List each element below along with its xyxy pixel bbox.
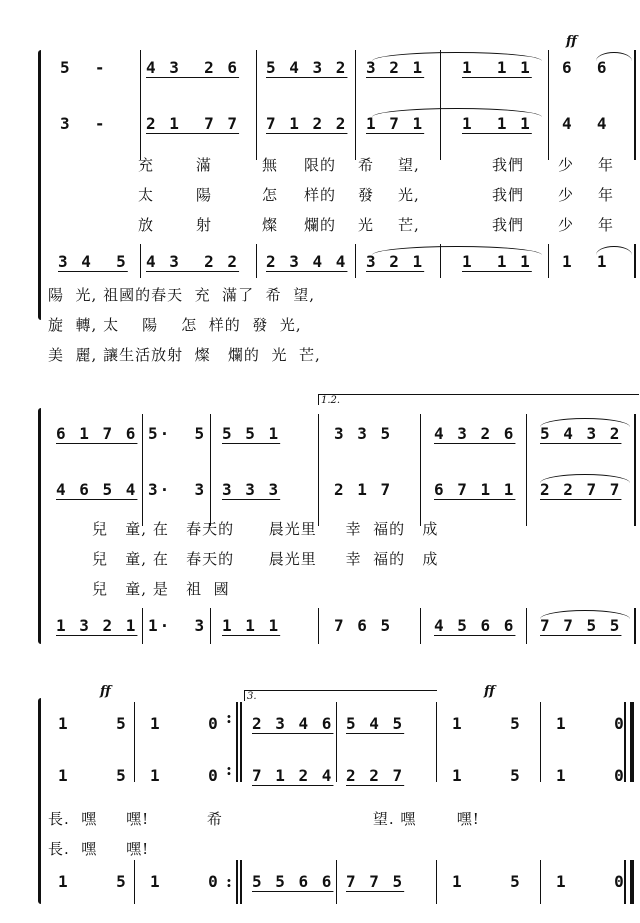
slur — [596, 52, 632, 61]
lyric-syllable: 希 — [358, 156, 375, 174]
measure: 1 0 — [556, 714, 626, 733]
lyrics-verse-5: 旋 轉, 太 陽 怎 样的 發 光, — [48, 316, 302, 334]
measure: 4 5 6 6 — [434, 616, 516, 635]
measure: 2 2 7 — [346, 766, 405, 785]
lyrics-verse-3: 兒 童, 是 祖 國 — [92, 580, 230, 598]
system-1 — [0, 30, 640, 370]
repeat-sign: : — [226, 708, 232, 727]
measure: 1 5 — [58, 766, 128, 785]
system-2 — [0, 390, 640, 660]
lyric-syllable: 發 — [358, 186, 375, 204]
voice-1-row — [0, 58, 640, 86]
measure: 1 1 — [562, 252, 609, 271]
volta-bracket: 3. — [244, 690, 437, 701]
lyric-syllable: 样的 — [304, 186, 337, 204]
lyric-syllable: 望, — [398, 156, 420, 174]
measure: 1 0 — [150, 872, 220, 891]
measure: 2 3 4 4 — [266, 252, 348, 271]
measure: 5 4 3 2 — [266, 58, 348, 77]
lyric-syllable: 滿 — [196, 156, 213, 174]
measure: 4 3 2 6 — [434, 424, 516, 443]
measure: 3 - — [60, 114, 107, 133]
measure: 3 3 3 — [222, 480, 281, 499]
measure: 1 7 1 — [366, 114, 425, 133]
measure: 1 1 1 — [462, 58, 532, 77]
measure: 4 3 2 2 — [146, 252, 240, 271]
lyric-syllable: 我們 — [492, 186, 525, 204]
lyric-syllable: 限的 — [304, 156, 337, 174]
lyric-syllable: 爛的 — [304, 216, 337, 234]
voice-3-row — [0, 872, 640, 900]
measure: 7 1 2 4 — [252, 766, 334, 785]
volta-bracket: 1.2. — [318, 394, 639, 405]
measure: 4 6 5 4 — [56, 480, 138, 499]
measure: 3 4 5 — [58, 252, 128, 271]
measure: 3 2 1 — [366, 252, 425, 271]
measure: 1 5 — [452, 766, 522, 785]
lyrics-verse-6: 美 麗, 讓生活放射 燦 爛的 光 芒, — [48, 346, 321, 364]
lyric-syllable: 少 — [558, 216, 575, 234]
lyric-syllable: 光, — [398, 186, 420, 204]
voice-3-row — [0, 616, 640, 644]
slur — [372, 52, 542, 61]
measure: 1 5 — [58, 872, 128, 891]
voice-2-row — [0, 766, 640, 794]
measure: 7 7 5 — [346, 872, 405, 891]
voice-1-row — [0, 424, 640, 452]
measure: 5 - — [60, 58, 107, 77]
dynamic-marking: ff — [566, 34, 577, 49]
measure: 3 3 5 — [334, 424, 393, 443]
measure: 1 5 — [58, 714, 128, 733]
voice-1-row — [0, 714, 640, 742]
lyric-syllable: 年 — [598, 186, 615, 204]
measure: 1 0 — [556, 766, 626, 785]
measure: 2 3 4 6 — [252, 714, 334, 733]
measure: 5 5 1 — [222, 424, 281, 443]
measure: 4 3 2 6 — [146, 58, 240, 77]
lyric-syllable: 燦 — [262, 216, 279, 234]
measure: 4 4 — [562, 114, 609, 133]
slur — [372, 246, 542, 255]
voice-2-row — [0, 480, 640, 508]
measure: 7 7 5 5 — [540, 616, 622, 635]
measure: 3· 3 — [148, 480, 207, 499]
lyrics-verse-1: 長. 嘿 嘿! 希 望. 嘿 嘿! — [48, 810, 480, 828]
measure: 6 1 7 6 — [56, 424, 138, 443]
repeat-sign: : — [226, 872, 232, 891]
measure: 1 3 2 1 — [56, 616, 138, 635]
dynamic-marking: ff — [100, 684, 111, 699]
dynamic-marking: ff — [484, 684, 495, 699]
measure: 1 5 — [452, 872, 522, 891]
measure: 1 0 — [150, 766, 220, 785]
lyric-syllable: 射 — [196, 216, 213, 234]
lyrics-verse-4: 陽 光, 祖國的春天 充 滿了 希 望, — [48, 286, 315, 304]
measure: 2 1 7 7 — [146, 114, 240, 133]
measure: 1 0 — [556, 872, 626, 891]
measure: 6 6 — [562, 58, 609, 77]
measure: 2 2 7 7 — [540, 480, 622, 499]
measure: 5 4 5 — [346, 714, 405, 733]
measure: 5 4 3 2 — [540, 424, 622, 443]
measure: 2 1 7 — [334, 480, 393, 499]
measure: 3 2 1 — [366, 58, 425, 77]
measure: 1 1 1 — [462, 252, 532, 271]
lyric-syllable: 太 — [138, 186, 155, 204]
repeat-sign: : — [226, 760, 232, 779]
measure: 6 7 1 1 — [434, 480, 516, 499]
slur — [372, 108, 542, 117]
slur — [596, 246, 632, 255]
measure: 7 6 5 — [334, 616, 393, 635]
lyric-syllable: 我們 — [492, 216, 525, 234]
lyric-syllable: 少 — [558, 156, 575, 174]
system-3 — [0, 680, 640, 920]
lyric-syllable: 少 — [558, 186, 575, 204]
lyric-syllable: 無 — [262, 156, 279, 174]
lyric-syllable: 放 — [138, 216, 155, 234]
measure: 1 5 — [452, 714, 522, 733]
measure: 7 1 2 2 — [266, 114, 348, 133]
slur — [540, 418, 630, 427]
measure: 5 5 6 6 — [252, 872, 334, 891]
lyric-syllable: 年 — [598, 216, 615, 234]
slur — [540, 610, 630, 619]
lyric-syllable: 充 — [138, 156, 155, 174]
lyric-syllable: 怎 — [262, 186, 279, 204]
slur — [540, 474, 630, 483]
voice-2-row — [0, 114, 640, 142]
lyric-syllable: 光 — [358, 216, 375, 234]
lyric-syllable: 陽 — [196, 186, 213, 204]
measure: 5· 5 — [148, 424, 207, 443]
voice-3-row — [0, 252, 640, 280]
lyrics-verse-2: 兒 童, 在 春天的 晨光里 幸 福的 成 — [92, 550, 439, 568]
lyrics-verse-2: 長. 嘿 嘿! — [48, 840, 150, 858]
measure: 1 1 1 — [462, 114, 532, 133]
measure: 1 0 — [150, 714, 220, 733]
lyric-syllable: 我們 — [492, 156, 525, 174]
measure: 1· 3 — [148, 616, 207, 635]
lyric-syllable: 芒, — [398, 216, 420, 234]
lyrics-verse-1: 兒 童, 在 春天的 晨光里 幸 福的 成 — [92, 520, 439, 538]
lyric-syllable: 年 — [598, 156, 615, 174]
measure: 1 1 1 — [222, 616, 281, 635]
